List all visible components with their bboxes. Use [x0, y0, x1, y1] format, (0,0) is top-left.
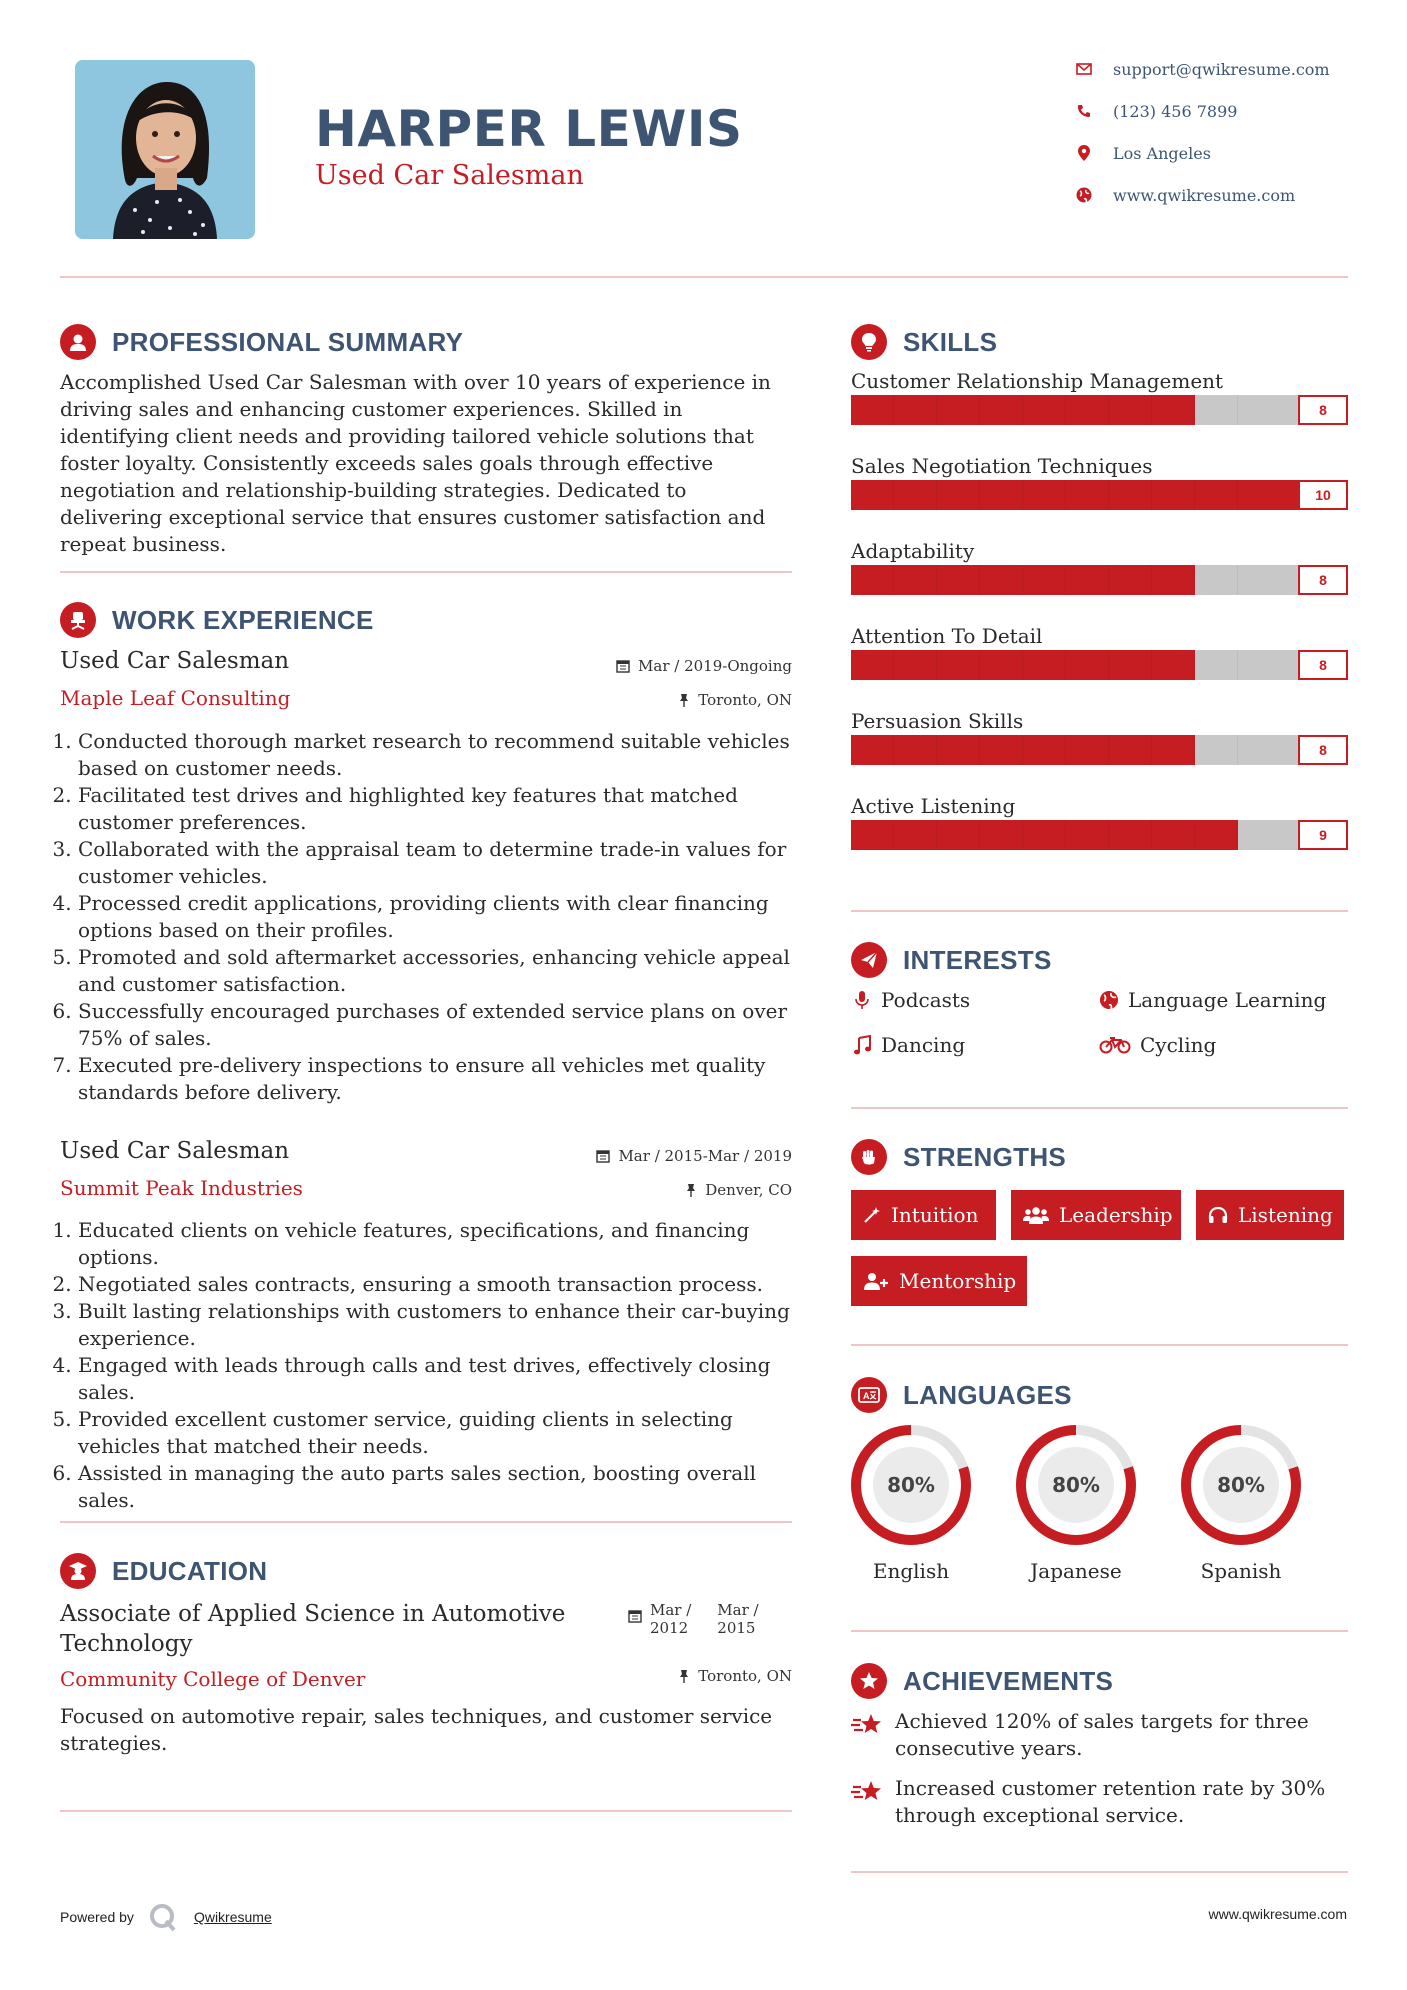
skill-bar-segment [1109, 735, 1152, 765]
contact-phone[interactable] [1075, 100, 1237, 122]
language-percent: 80% [887, 1473, 935, 1497]
skill-score-badge: 8 [1298, 565, 1348, 595]
education-end-month: Mar / [717, 1601, 759, 1619]
skill-bar-segment [980, 650, 1023, 680]
achievements-heading [851, 1663, 1113, 1699]
job-1-bullet: 5. Promoted and sold aftermarket accessories, enhancing vehicle appeal and customer satisfaction. [78, 944, 818, 998]
strength-label: Mentorship [899, 1269, 1017, 1293]
job-1-title: Used Car Salesman [60, 648, 290, 674]
calendar-icon [628, 1609, 642, 1627]
user-icon [60, 324, 96, 360]
award-star-icon [851, 1708, 885, 1745]
skill-bar-segment [1023, 480, 1066, 510]
skill-bar-segment [937, 735, 980, 765]
strength-chip-intuition [851, 1190, 996, 1240]
education-start-year: 2012 [650, 1619, 689, 1637]
job-1-location [678, 691, 792, 709]
job-2-bullets [60, 1217, 818, 1514]
job-1-bullet: 3. Collaborated with the appraisal team to determine trade-in values for customer vehicles. [78, 836, 818, 890]
skill-bar-segment [894, 565, 937, 595]
job-2-location-text: Denver, CO [705, 1181, 792, 1199]
job-1-company: Maple Leaf Consulting [60, 686, 291, 710]
contact-website[interactable] [1075, 184, 1295, 206]
skill-bar-segment [1109, 480, 1152, 510]
experience-title: WORK EXPERIENCE [112, 604, 374, 635]
skill-item [851, 454, 1348, 503]
skill-bar-segment [1109, 395, 1152, 425]
languages-heading [851, 1377, 1072, 1413]
location-icon [1075, 144, 1093, 162]
skill-bar-segment [1066, 565, 1109, 595]
education-description: Focused on automotive repair, sales techniques, and customer service strategies. [60, 1704, 773, 1755]
skill-bar-segment [1152, 395, 1195, 425]
skill-bar-segment [1195, 650, 1238, 680]
email-icon [1075, 60, 1093, 78]
skill-name: Customer Relationship Management [851, 369, 1224, 393]
education-divider [60, 1810, 792, 1812]
skill-bar-segment [1023, 565, 1066, 595]
qwikresume-logo-icon [148, 1902, 178, 1932]
skill-bar-segment [980, 395, 1023, 425]
strength-chip-listening [1196, 1190, 1344, 1240]
achievements-title: ACHIEVEMENTS [903, 1665, 1114, 1696]
paper-plane-icon [851, 942, 887, 978]
job-2-bullet: 4. Engaged with leads through calls and test drives, effectively closing sales. [78, 1352, 818, 1406]
summary-text: Accomplished Used Car Salesman with over 10 years of experience in driving sales and enhancing customer experiences. Skilled in identifying client needs and providing tailored vehicle solutions that foster loyalty. Consistently exceeds sales goals through effective negotiation and relationship-building strategies. Dedicated to delivering exceptional service that ensures customer satisfaction and repeat business. [60, 370, 771, 556]
skill-item [851, 794, 1348, 843]
language-ring [1011, 1425, 1141, 1549]
skill-bar [851, 735, 1348, 765]
education-start-month: Mar / [650, 1601, 692, 1619]
skill-bar-segment [1023, 650, 1066, 680]
job-1-bullet: 4. Processed credit applications, providing clients with clear financing options based on their profiles. [78, 890, 818, 944]
strengths-title: STRENGTHS [903, 1141, 1067, 1172]
svg-text:A: A [863, 1391, 870, 1401]
skill-bar-segment [1195, 480, 1238, 510]
education-heading [60, 1553, 267, 1589]
skill-bar-segment [937, 820, 980, 850]
interest-item [1098, 1033, 1216, 1057]
contact-website-text: www.qwikresume.com [1113, 185, 1296, 205]
award-star-icon [851, 1775, 885, 1812]
skill-bar-segment [1023, 735, 1066, 765]
job-2-bullet: 1. Educated clients on vehicle features, specifications, and financing options. [78, 1217, 818, 1271]
interest-item [851, 988, 970, 1012]
skill-bar-segment [894, 735, 937, 765]
language-name: Spanish [1200, 1559, 1282, 1583]
education-title: EDUCATION [112, 1555, 268, 1586]
skill-bar-segment [980, 480, 1023, 510]
skills-title: SKILLS [903, 326, 998, 357]
summary-title: PROFESSIONAL SUMMARY [112, 326, 464, 357]
strength-label: Listening [1238, 1203, 1333, 1227]
skill-bar-segment [1152, 735, 1195, 765]
language-name: English [872, 1559, 950, 1583]
strengths-heading [851, 1139, 1066, 1175]
headphones-icon [1208, 1206, 1228, 1224]
interest-item [1098, 988, 1326, 1012]
skill-bar-segment [851, 650, 894, 680]
powered-by-text: Powered by [60, 1909, 134, 1925]
skill-bar-segment [851, 395, 894, 425]
skill-bar [851, 820, 1348, 850]
star-badge-icon [851, 1663, 887, 1699]
skill-bar-segment [851, 820, 894, 850]
magic-wand-icon [863, 1206, 881, 1224]
pin-icon [678, 1669, 690, 1683]
phone-icon [1075, 102, 1093, 120]
interest-label: Podcasts [881, 988, 971, 1012]
contact-email-text: support@qwikresume.com [1113, 59, 1330, 79]
interests-title: INTERESTS [903, 944, 1052, 975]
strength-chip-leadership [1011, 1190, 1181, 1240]
skill-bar-segment [937, 650, 980, 680]
skill-bar-segment [1109, 650, 1152, 680]
footer-website[interactable]: www.qwikresume.com [1208, 1906, 1347, 1922]
calendar-icon [596, 1149, 610, 1163]
skill-bar [851, 650, 1348, 680]
lightbulb-icon [851, 324, 887, 360]
skill-bar-segment [1152, 650, 1195, 680]
skills-heading [851, 324, 997, 360]
globe-icon [1075, 186, 1093, 204]
education-end-year: 2015 [717, 1619, 756, 1637]
language-percent: 80% [1217, 1473, 1265, 1497]
skill-name: Adaptability [851, 539, 975, 563]
fist-icon [851, 1139, 887, 1175]
job-2-company: Summit Peak Industries [60, 1176, 303, 1200]
achievement-item [851, 1708, 1348, 1762]
skill-item [851, 709, 1348, 758]
graduate-icon [60, 1553, 96, 1589]
job-2-dates [596, 1147, 792, 1165]
strength-label: Intuition [891, 1203, 979, 1227]
job-2-location [685, 1181, 792, 1199]
strength-chip-mentorship [851, 1256, 1027, 1306]
users-icon [1023, 1206, 1049, 1224]
achievement-item [851, 1775, 1348, 1829]
skill-bar-segment [980, 820, 1023, 850]
language-item [846, 1425, 976, 1583]
skill-item [851, 369, 1348, 418]
skills-divider [851, 910, 1348, 912]
skill-bar [851, 395, 1348, 425]
job-1-bullet: 6. Successfully encouraged purchases of extended service plans on over 75% of sales. [78, 998, 818, 1052]
skill-bar-segment [1195, 735, 1238, 765]
education-dates [628, 1601, 759, 1637]
school-name: Community College of Denver [60, 1667, 366, 1691]
languages-title: LANGUAGES [903, 1379, 1072, 1410]
achievement-text: Achieved 120% of sales targets for three consecutive years. [895, 1709, 1309, 1760]
user-plus-icon [863, 1272, 889, 1290]
achievement-text: Increased customer retention rate by 30% through exceptional service. [895, 1776, 1326, 1827]
job-1-dates [616, 657, 792, 675]
skill-bar-segment [1066, 650, 1109, 680]
skill-score-badge: 9 [1298, 820, 1348, 850]
skill-name: Sales Negotiation Techniques [851, 454, 1153, 478]
brand-link[interactable]: Qwikresume [193, 1909, 272, 1925]
skill-score-badge: 8 [1298, 395, 1348, 425]
contact-location [1075, 142, 1211, 164]
candidate-role: Used Car Salesman [315, 160, 584, 191]
skill-name: Attention To Detail [851, 624, 1043, 648]
job-2-bullet: 6. Assisted in managing the auto parts sales section, boosting overall sales. [78, 1460, 818, 1514]
job-2-dates-text: Mar / 2015-Mar / 2019 [618, 1147, 792, 1165]
language-ring [846, 1425, 976, 1549]
skill-item [851, 624, 1348, 673]
job-1-location-text: Toronto, ON [698, 691, 792, 709]
experience-divider [60, 1521, 792, 1523]
interest-item [851, 1033, 965, 1057]
skill-bar [851, 565, 1348, 595]
job-1-dates-text: Mar / 2019-Ongoing [638, 657, 792, 675]
skill-score-badge: 8 [1298, 735, 1348, 765]
skill-bar-segment [894, 480, 937, 510]
language-name: Japanese [1030, 1559, 1122, 1583]
skill-bar-segment [980, 565, 1023, 595]
skill-name: Persuasion Skills [851, 709, 1024, 733]
strength-label: Leadership [1059, 1203, 1173, 1227]
job-2-bullet: 3. Built lasting relationships with customers to enhance their car-buying experience. [78, 1298, 818, 1352]
skill-bar-segment [1023, 395, 1066, 425]
skill-score-badge: 10 [1298, 480, 1348, 510]
interests-divider [851, 1107, 1348, 1109]
skill-bar-segment [1152, 480, 1195, 510]
pin-icon [685, 1183, 697, 1197]
degree-title: Associate of Applied Science in Automotive Technology [60, 1601, 566, 1657]
interest-label: Language Learning [1128, 988, 1327, 1012]
translate-icon [851, 1377, 887, 1413]
interest-label: Dancing [881, 1033, 966, 1057]
skill-bar-segment [851, 565, 894, 595]
skill-bar-segment [1109, 565, 1152, 595]
skill-bar-segment [1152, 820, 1195, 850]
skill-bar-segment [937, 565, 980, 595]
contact-email[interactable] [1075, 58, 1330, 80]
skill-bar-segment [1195, 820, 1238, 850]
languages-list [851, 1425, 1348, 1585]
education-location [678, 1667, 792, 1685]
job-2-bullet: 5. Provided excellent customer service, guiding clients in selecting vehicles that matched their needs. [78, 1406, 818, 1460]
achievements-divider [851, 1871, 1348, 1873]
skill-name: Active Listening [851, 794, 1016, 818]
contact-phone-text: (123) 456 7899 [1113, 101, 1238, 121]
job-2-bullet: 2. Negotiated sales contracts, ensuring a smooth transaction process. [78, 1271, 818, 1298]
skill-bar-segment [980, 735, 1023, 765]
footer-powered-by [60, 1902, 272, 1932]
header-divider [60, 276, 1348, 278]
skill-bar-segment [1066, 480, 1109, 510]
job-2-title: Used Car Salesman [60, 1138, 290, 1164]
skill-bar-segment [937, 395, 980, 425]
pin-icon [678, 693, 690, 707]
skill-bar-segment [851, 480, 894, 510]
skill-bar-segment [1023, 820, 1066, 850]
skill-score-badge: 8 [1298, 650, 1348, 680]
skill-bar-segment [851, 735, 894, 765]
summary-divider [60, 571, 792, 573]
skill-bar-segment [1066, 735, 1109, 765]
skill-bar-segment [894, 650, 937, 680]
skill-bar [851, 480, 1348, 510]
music-note-icon [851, 1034, 873, 1056]
language-ring [1176, 1425, 1306, 1549]
strengths-divider [851, 1344, 1348, 1346]
skill-bar-segment [894, 820, 937, 850]
interest-label: Cycling [1140, 1033, 1217, 1057]
job-1-bullet: 2. Facilitated test drives and highlighted key features that matched customer preferences. [78, 782, 818, 836]
job-1-bullets [60, 728, 818, 1106]
skill-bar-segment [937, 480, 980, 510]
skill-bar-segment [1195, 565, 1238, 595]
skill-item [851, 539, 1348, 588]
microphone-icon [851, 989, 873, 1011]
candidate-name: HARPER LEWIS [315, 100, 743, 158]
skill-bar-segment [1152, 565, 1195, 595]
bicycle-icon [1098, 1034, 1132, 1056]
profile-photo [75, 60, 255, 239]
skill-bar-segment [1195, 395, 1238, 425]
language-percent: 80% [1052, 1473, 1100, 1497]
job-1-bullet: 7. Executed pre-delivery inspections to ensure all vehicles met quality standards before delivery. [78, 1052, 818, 1106]
languages-divider [851, 1630, 1348, 1632]
job-1-bullet: 1. Conducted thorough market research to recommend suitable vehicles based on customer needs. [78, 728, 818, 782]
education-location-text: Toronto, ON [698, 1667, 792, 1685]
language-item [1176, 1425, 1306, 1583]
office-chair-icon [60, 602, 96, 638]
interests-heading [851, 942, 1052, 978]
skill-bar-segment [1109, 820, 1152, 850]
calendar-icon [616, 659, 630, 673]
globe-icon [1098, 989, 1120, 1011]
experience-heading [60, 602, 374, 638]
skill-bar-segment [1066, 820, 1109, 850]
contact-location-text: Los Angeles [1113, 143, 1211, 163]
summary-heading [60, 324, 463, 360]
skill-bar-segment [1066, 395, 1109, 425]
language-item [1011, 1425, 1141, 1583]
skill-bar-segment [894, 395, 937, 425]
